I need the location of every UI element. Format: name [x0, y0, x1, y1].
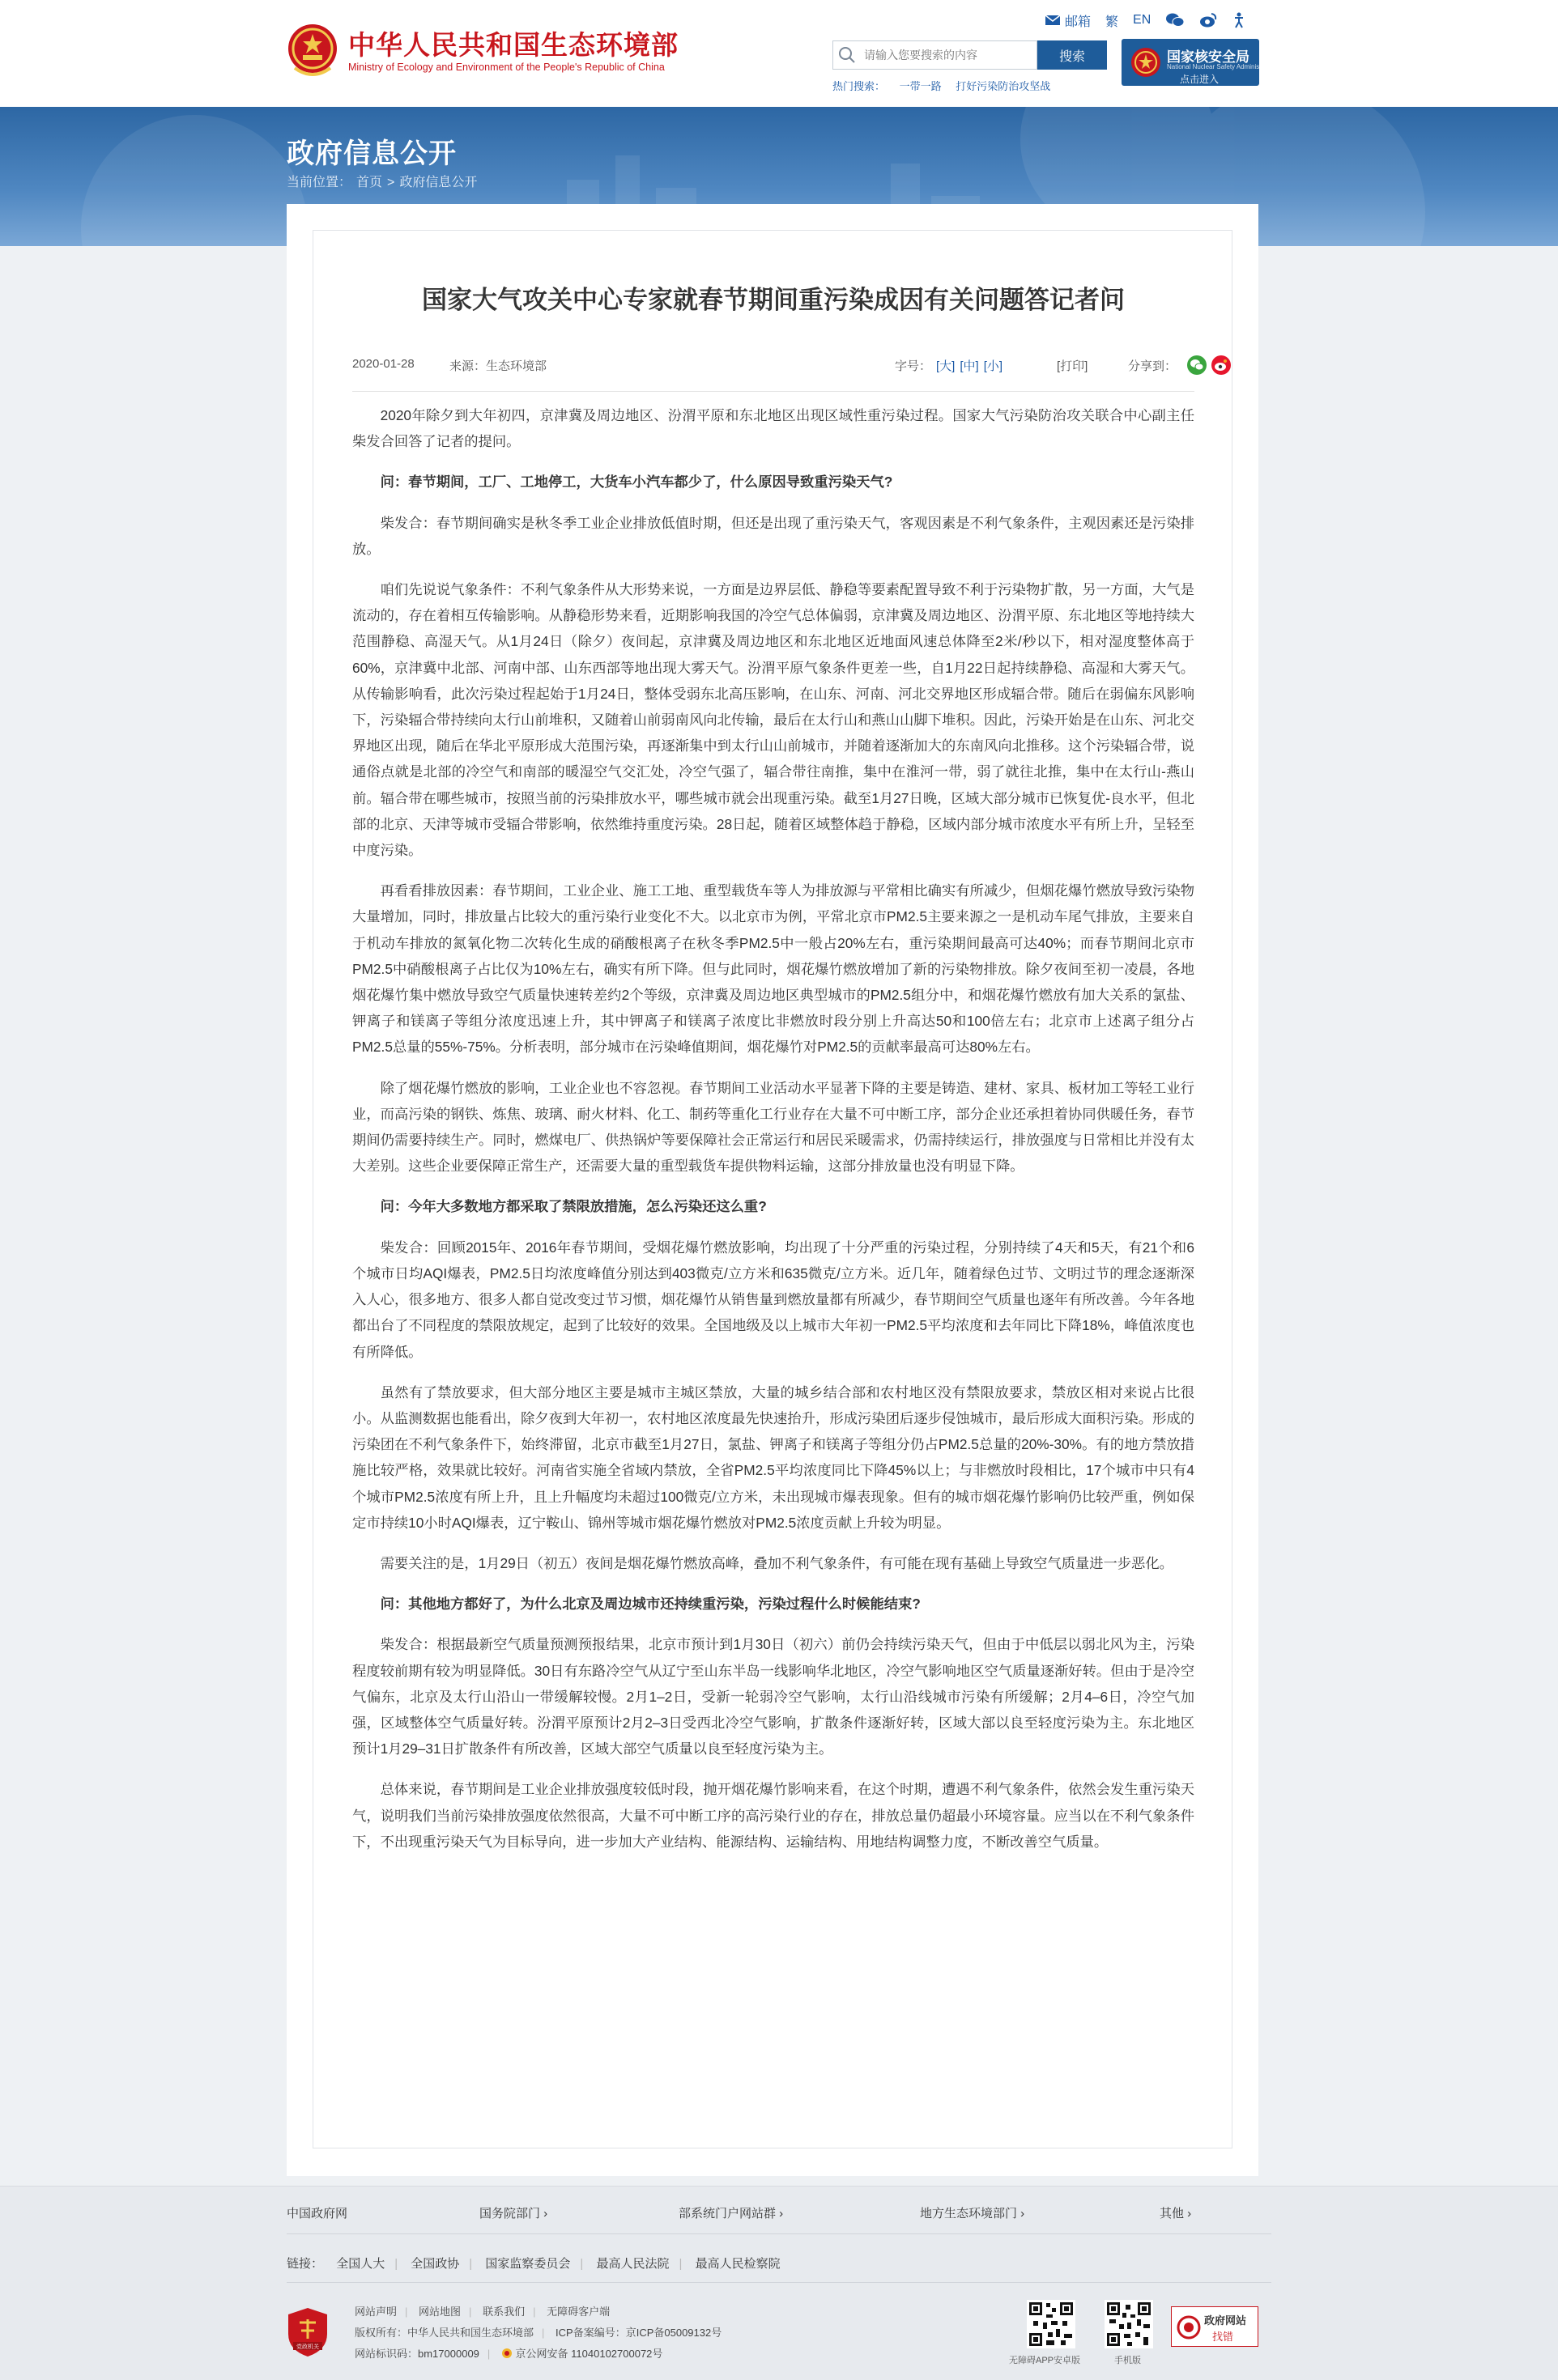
footer-police-record[interactable]: 京公网安备 11040102700072号	[515, 2348, 663, 2360]
footer-links-label: 链接：	[287, 2257, 324, 2271]
article-date: 2020-01-28	[352, 357, 415, 371]
breadcrumb-separator: >	[387, 176, 395, 189]
article-paragraph: 咱们先说说气象条件：不利气象条件从大形势来说，一方面是边界层低、静稳等要素配置导致不利于污染物扩散，另一方面，大气是流动的，存在着相互传输影响。从静稳形势来看，近期影响我国的冷空气总体偏弱，京津冀及周边地区、汾渭平原、东北地区等地持续大范围静稳、高湿天气。从1月24日（除夕）夜间起，京津冀及周边地区和东北地区近地面风速总体降至2米/秒以下，相对湿度整体高于60%，京津冀中北部、河南中部、山东西部等地出现大雾天气。汾渭平原气象条件更差一些，自1月22日起持续静稳、高湿和大雾天气。从传输影响看，此次污染过程起始于1月24日，整体受弱东北高压影响，在山东、河南、河北交界地区形成辐合带。随后在弱偏东风影响下，污染辐合带持续向太行山前堆积，又随着山前弱南风向北传输，最后在太行山和燕山山脚下堆积。因此，污染开始是在山东、河北交界地区出现，随后在华北平原形成大范围污染，再逐渐集中到太行山山前城市，并随着逐渐加大的东南风向北推移。这个污染辐合带，说通俗点就是北部的冷空气和南部的暖湿空气交汇处，冷空气强了，辐合带往南推，集中在淮河一带，弱了就往北推，集中在太行山-燕山前。辐合带在哪些城市，按照当前的污染排放水平，哪些城市就会出现重污染。截至1月27日晚，区域大部分城市已恢复优-良水平，但北部的北京、天津等城市受辐合带影响，依然维持重度污染。28日起，随着区域整体趋于静稳，区域内部分城市浓度水平有所上升，呈轻至中度污染。	[352, 581, 1194, 859]
article-paragraph: 再看看排放因素：春节期间，工业企业、施工工地、重型载货车等人为排放源与平常相比确实有所减少，但烟花爆竹燃放导致污染物大量增加，同时，排放量占比较大的重污染行业变化不大。以北京市为例，平常北京市PM2.5主要来源之一是机动车尾气排放，主要来自于机动车排放的氮氧化物二次转化生成的硝酸根离子在秋冬季PM2.5中一般占20%左右，重污染期间最高可达40%；而春节期间北京市PM2.5中硝酸根离子占比仅为10%左右，确实有所下降。但与此同时，烟花爆竹燃放增加了新的污染物排放。除夕夜间至初一凌晨，各地烟花爆竹集中燃放导致空气质量快速转差约2个等级，京津冀及周边地区典型城市的PM2.5组分中，和烟花爆竹燃放有加大关系的氯盐、钾离子和镁离子等组分浓度迅速上升，其中钾离子和镁离子浓度比非燃放时段分别上升高达50和100倍左右；北京市上述离子组分占PM2.5总量的55%-75%。分析表明，部分城市在污染峰值期间，烟花爆竹对PM2.5的贡献率最高可达80%左右。	[352, 882, 1194, 1056]
footer-nav-ministry-sites[interactable]: 部系统门户网站群 ›	[679, 2207, 784, 2221]
font-size-controls	[895, 357, 1002, 374]
nuclear-safety-link[interactable]	[1122, 39, 1278, 86]
article-paragraph: 柴发合：春节期间确实是秋冬季工业企业排放低值时期，但还是出现了重污染天气，客观因素是不利气象条件，主观因素还是污染排放。	[352, 514, 1194, 557]
wechat-link[interactable]	[1165, 12, 1185, 28]
article-title: 国家大气攻关中心专家就春节期间重污染成因有关问题答记者问	[422, 286, 1125, 314]
article-paragraph: 需要关注的是，1月29日（初五）夜间是烟花爆竹燃放高峰，叠加不利气象条件，有可能在现有基础上导致空气质量进一步恶化。	[380, 1554, 1173, 1571]
footer-nav	[287, 2204, 1271, 2229]
footer-nav-gov[interactable]: 中国政府网	[287, 2207, 348, 2221]
footer-link-npc[interactable]: 全国人大	[336, 2257, 385, 2271]
site-footer	[0, 2186, 1558, 2380]
breadcrumb-home[interactable]: 首页	[356, 176, 383, 189]
breadcrumb-label: 当前位置：	[287, 176, 352, 189]
search-input[interactable]	[861, 43, 1037, 67]
link-separator: |	[679, 2257, 683, 2271]
footer-link-court[interactable]: 最高人民法院	[596, 2257, 670, 2271]
article-paragraph: 2020年除夕到大年初四，京津冀及周边地区、汾渭平原和东北地区出现区域性重污染过程。国家大气污染防治攻关联合中心副主任柴发合回答了记者的提问。	[352, 407, 1194, 450]
footer-accessibility-client[interactable]: 无障碍客户端	[547, 2306, 611, 2318]
national-emblem-icon[interactable]	[287, 23, 338, 78]
footer-divider	[287, 2233, 1271, 2234]
accessibility-link[interactable]	[1232, 12, 1246, 28]
top-links	[1045, 8, 1246, 32]
org-name-cn[interactable]: 中华人民共和国生态环境部	[348, 30, 679, 60]
article-card	[287, 204, 1258, 2176]
breadcrumb-current[interactable]: 政府信息公开	[399, 176, 478, 189]
footer-nav-other[interactable]: 其他 ›	[1160, 2207, 1192, 2221]
wechat-share-icon[interactable]	[1186, 355, 1207, 376]
mail-icon	[1045, 15, 1061, 26]
footer-info	[355, 2301, 730, 2365]
question-paragraph: 问：春节期间，工厂、工地停工，大货车小汽车都少了，什么原因导致重污染天气?	[380, 474, 893, 491]
qr-mobile-caption: 手机版	[1114, 2356, 1141, 2365]
hot-search-label: 热门搜索：	[832, 80, 886, 92]
footer-sitemap[interactable]: 网站地图	[419, 2306, 462, 2318]
police-badge-icon	[501, 2348, 513, 2359]
qr-code-app-icon[interactable]	[1027, 2300, 1075, 2348]
font-size-large[interactable]: [大]	[936, 359, 956, 373]
footer-link-procuratorate[interactable]: 最高人民检察院	[695, 2257, 781, 2271]
info-separator: |	[469, 2306, 472, 2318]
hot-search-item[interactable]: 打好污染防治攻坚战	[956, 80, 1051, 92]
article-paragraph: 除了烟花爆竹燃放的影响，工业企业也不容忽视。春节期间工业活动水平显著下降的主要是铸造、建材、家具、板材加工等轻工业行业，而高污染的钢铁、炼焦、玻璃、耐火材料、化工、制药等重化工行业存在大量不可中断工序，部分企业还承担着协同供暖任务，春节期间仍需要持续生产。同时，燃煤电厂、供热锅炉等要保障社会正常运行和居民采暖需求，仍需持续运行，排放强度与日常相比并没有太大差别。这些企业要保障正常生产，还需要大量的重型载货车提供物料运输，这部分排放量也没有明显下降。	[352, 1079, 1194, 1175]
breadcrumb	[287, 172, 482, 190]
footer-link-supervision[interactable]: 国家监察委员会	[485, 2257, 571, 2271]
page-title: 政府信息公开	[287, 138, 457, 169]
article-paragraph: 总体来说，春节期间是工业企业排放强度较低时段，抛开烟花爆竹影响来看，在这个时期，遭遇不利气象条件，依然会发生重污染天气，说明我们当前污染排放强度依然很高，大量不可中断工序的高污染行业的存在，排放总量仍超最小环境容量。应当以在不利气象条件下，不出现重污染天气为目标导向，进一步加大产业结构、能源结构、运输结构、用地结构调整力度，不断改善空气质量。	[352, 1781, 1194, 1850]
error-report-icon	[1177, 2315, 1201, 2340]
search-box	[832, 40, 1037, 70]
info-separator: |	[542, 2327, 545, 2339]
article-source: 来源：生态环境部	[449, 359, 547, 373]
footer-copyright: 版权所有：中华人民共和国生态环境部	[355, 2327, 534, 2339]
font-size-medium[interactable]: [中]	[960, 359, 979, 373]
print-button[interactable]: [打印]	[1057, 359, 1088, 373]
share-icons	[1186, 355, 1232, 376]
link-separator: |	[580, 2257, 584, 2271]
meta-divider	[352, 391, 1194, 392]
footer-contact[interactable]: 联系我们	[483, 2306, 526, 2318]
article-paragraph: 柴发合：回顾2015年、2016年春节期间，受烟花爆竹燃放影响，均出现了十分严重的污染过程，分别持续了4天和5天，有21个和6个城市日均AQI爆表，PM2.5日均浓度峰值分别达到403微克/立方米和635微克/立方米。近几年，随着绿色过节、文明过节的理念逐渐深入人心，很多地方、很多人都自觉改变过节习惯，烟花爆竹从销售量到燃放量都有所减少，春节期间空气质量也逐年有所改善。今年各地都出台了不同程度的禁限放规定，起到了比较好的效果。全国地级及以上城市大年初一PM2.5平均浓度和去年同比下降18%，峰值浓度也有所降低。	[352, 1239, 1194, 1360]
font-size-label: 字号：	[895, 359, 932, 373]
article-frame	[313, 230, 1232, 2148]
article-paragraph: 柴发合：根据最新空气质量预测预报结果，北京市预计到1月30日（初六）前仍会持续污染天气，但由于中低层以弱北风为主，污染程度较前期有较为明显降低。30日有东路冷空气从辽宁至山东半岛一线影响华北地区，冷空气影响地区空气质量逐渐好转。但由于是冷空气偏东，北京及太行山沿山一带缓解较慢。2月1–2日，受新一轮弱冷空气影响，太行山沿线城市污染有所缓解；2月4–6日，冷空气加强，区域整体空气质量好转。汾渭平原预计2月2–3日受西北冷空气影响，扩散条件逐渐好转，区域大部以良至轻度污染为主。东北地区预计1月29–31日扩散条件有所改善，区域大部空气质量以良至轻度污染为主。	[352, 1636, 1194, 1757]
footer-links	[287, 2255, 790, 2272]
link-separator: |	[469, 2257, 473, 2271]
link-separator: |	[394, 2257, 398, 2271]
mail-label: 邮箱	[1065, 15, 1092, 29]
search-icon	[833, 41, 861, 69]
nsa-subtitle: National Nuclear Safety Administration	[1167, 63, 1278, 70]
footer-divider	[287, 2282, 1271, 2283]
party-government-logo-icon[interactable]	[287, 2306, 329, 2358]
gov-site-error-report-button[interactable]	[1171, 2306, 1258, 2347]
article-paragraph: 虽然有了禁放要求，但大部分地区主要是城市主城区禁放，大量的城乡结合部和农村地区没有禁限放要求，禁放区相对来说占比很小。从监测数据也能看出，除夕夜到大年初一，农村地区浓度最先快速抬升，形成污染团后逐步侵蚀城市，最后形成大面积污染。形成的污染团在不利气象条件下，始终滞留，北京市截至1月27日，氯盐、钾离子和镁离子等组分仍占PM2.5总量的20%-30%。有的地方禁放措施比较严格，效果就比较好。河南省实施全省域内禁放，全省PM2.5平均浓度同比下降45%以上；与非燃放时段相比，17个城市中只有4个城市PM2.5浓度有所上升，且上升幅度均未超过100微克/立方米，未出现城市爆表现象。但有的城市烟花爆竹影响仍比较严重，例如保定市持续10小时AQI爆表，辽宁鞍山、锦州等城市烟花爆竹燃放对PM2.5浓度贡献上升较为明显。	[352, 1383, 1194, 1531]
question-paragraph: 问：其他地方都好了，为什么北京及周边城市还持续重污染，污染过程什么时候能结束?	[380, 1596, 921, 1613]
mail-link[interactable]	[1045, 11, 1091, 30]
footer-nav-local-departments[interactable]: 地方生态环境部门 ›	[920, 2207, 1025, 2221]
footer-site-code: 网站标识码：bm17000009	[355, 2348, 479, 2360]
nsa-emblem-icon	[1130, 46, 1162, 79]
qr-app-caption: 无障碍APP安卓版	[1009, 2356, 1081, 2365]
traditional-chinese-link[interactable]: 繁	[1105, 15, 1119, 29]
hot-searches	[832, 78, 1062, 93]
error-report-title: 政府网站	[1204, 2314, 1247, 2327]
footer-statement[interactable]: 网站声明	[355, 2306, 398, 2318]
share-label: 分享到：	[1128, 359, 1177, 373]
party-logo-text: 党政机关	[296, 2344, 319, 2350]
footer-link-cppcc[interactable]: 全国政协	[411, 2257, 460, 2271]
info-separator: |	[405, 2306, 408, 2318]
accessibility-icon	[1232, 12, 1246, 28]
hot-search-item[interactable]: 一带一路	[899, 80, 942, 92]
article-meta	[352, 357, 1194, 376]
weibo-link[interactable]	[1199, 12, 1217, 28]
site-header	[0, 0, 1558, 107]
error-report-subtitle: 找错	[1212, 2331, 1234, 2343]
font-size-small[interactable]: [小]	[983, 359, 1003, 373]
footer-nav-state-council[interactable]: 国务院部门 ›	[479, 2207, 548, 2221]
search-button[interactable]: 搜索	[1037, 40, 1107, 70]
org-name-en[interactable]: Ministry of Ecology and Environment of the People's Republic of China	[348, 62, 665, 73]
question-paragraph: 问：今年大多数地方都采取了禁限放措施，怎么污染还这么重?	[380, 1198, 767, 1215]
weibo-icon	[1199, 12, 1217, 28]
info-separator: |	[487, 2348, 491, 2360]
nsa-title: 国家核安全局	[1167, 49, 1249, 65]
nsa-enter: 点击进入	[1180, 74, 1220, 85]
footer-icp[interactable]: ICP备案编号：京ICP备05009132号	[556, 2327, 722, 2339]
weibo-share-icon[interactable]	[1211, 355, 1232, 376]
qr-code-mobile-icon[interactable]	[1105, 2300, 1153, 2348]
wechat-icon	[1165, 12, 1185, 28]
article-body	[352, 402, 1194, 1869]
info-separator: |	[533, 2306, 536, 2318]
english-link[interactable]: EN	[1133, 13, 1151, 27]
